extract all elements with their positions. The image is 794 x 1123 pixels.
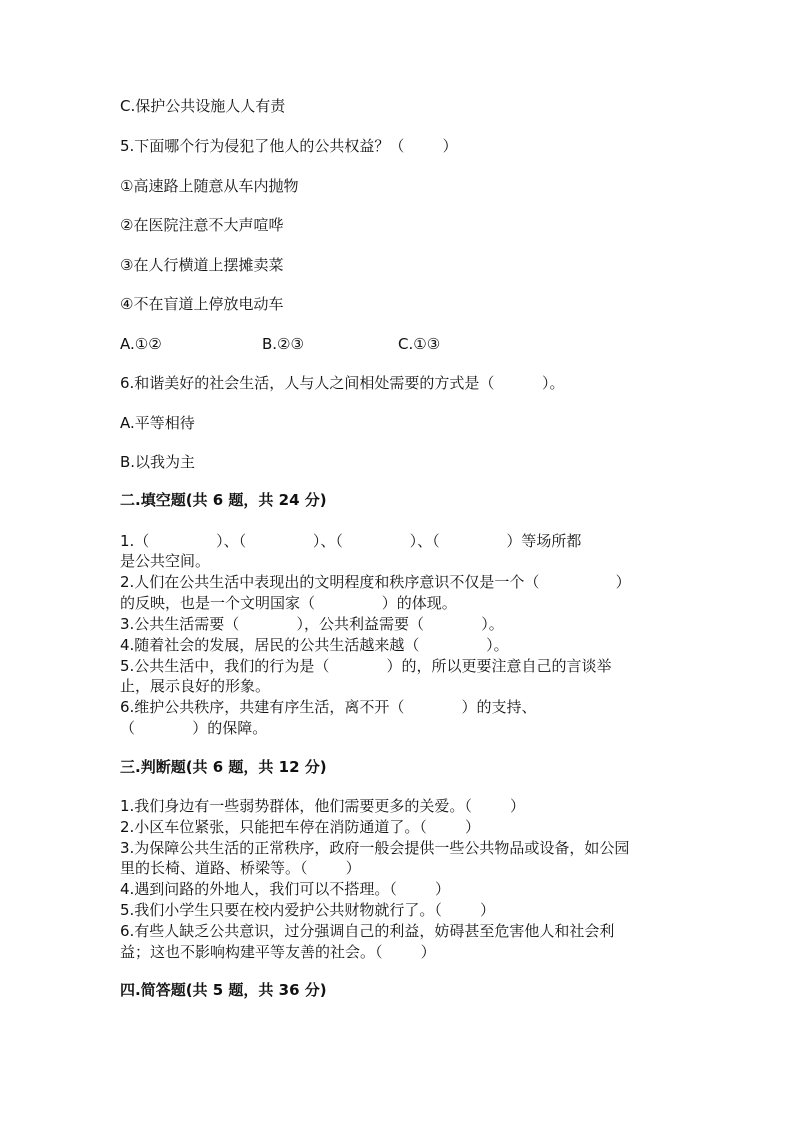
fill-line-4: 的反映，也是一个文明国家（ ）的体现。 [120, 594, 457, 612]
fill-line-7: 5.公共生活中，我们的行为是（ ）的，所以更要注意自己的言谈举 [120, 657, 612, 675]
fill-line-2: 是公共空间。 [120, 552, 211, 570]
judge-line-1: 1.我们身边有一些弱势群体，他们需要更多的关爱。（ ） [120, 797, 525, 815]
option-c-previous: C.保护公共设施人人有责 [120, 97, 286, 115]
fill-line-10: （ ）的保障。 [120, 719, 268, 737]
question-6-stem: 6.和谐美好的社会生活，人与人之间相处需要的方式是（ ）。 [120, 374, 565, 392]
question-5-stem: 5.下面哪个行为侵犯了他人的公共权益？（ ） [120, 137, 458, 155]
question-5-option-c: C.①③ [398, 335, 441, 353]
fill-line-9: 6.维护公共秩序，共建有序生活，离不开（ ）的支持、 [120, 698, 537, 716]
section-3-title: 三.判断题(共 6 题，共 12 分) [120, 758, 327, 776]
judge-line-4: 里的长椅、道路、桥梁等。（ ） [120, 859, 361, 877]
judge-line-6: 5.我们小学生只要在校内爱护公共财物就行了。（ ） [120, 901, 495, 919]
question-5-option-b: B.②③ [262, 335, 304, 353]
judge-line-3: 3.为保障公共生活的正常秩序，政府一般会提供一些公共物品或设备，如公园 [120, 839, 630, 857]
fill-line-3: 2.人们在公共生活中表现出的文明程度和秩序意识不仅是一个（ ） [120, 573, 631, 591]
fill-line-6: 4.随着社会的发展，居民的公共生活越来越（ ）。 [120, 636, 509, 654]
question-5-item-3: ③在人行横道上摆摊卖菜 [120, 256, 284, 274]
question-5-item-4: ④不在盲道上停放电动车 [120, 295, 284, 313]
fill-line-5: 3.公共生活需要（ ），公共利益需要（ ）。 [120, 615, 504, 633]
judge-line-7: 6.有些人缺乏公共意识，过分强调自己的利益，妨碍甚至危害他人和社会利 [120, 922, 615, 940]
question-6-option-b: B.以我为主 [120, 453, 196, 471]
judge-line-8: 益；这也不影响构建平等友善的社会。（ ） [120, 943, 436, 961]
section-4-title: 四.简答题(共 5 题，共 36 分) [120, 981, 327, 999]
judge-line-5: 4.遇到问路的外地人，我们可以不搭理。（ ） [120, 880, 450, 898]
question-5-option-a: A.①② [120, 335, 162, 353]
section-2-title: 二.填空题(共 6 题，共 24 分) [120, 491, 327, 509]
judge-line-2: 2.小区车位紧张，只能把车停在消防通道了。（ ） [120, 818, 480, 836]
question-5-item-2: ②在医院注意不大声喧哗 [120, 216, 284, 234]
fill-line-8: 止，展示良好的形象。 [120, 677, 271, 695]
question-6-option-a: A.平等相待 [120, 414, 195, 432]
question-5-item-1: ①高速路上随意从车内抛物 [120, 177, 299, 195]
fill-line-1: 1.（ ）、（ ）、（ ）、（ ）等场所都 [120, 532, 582, 550]
